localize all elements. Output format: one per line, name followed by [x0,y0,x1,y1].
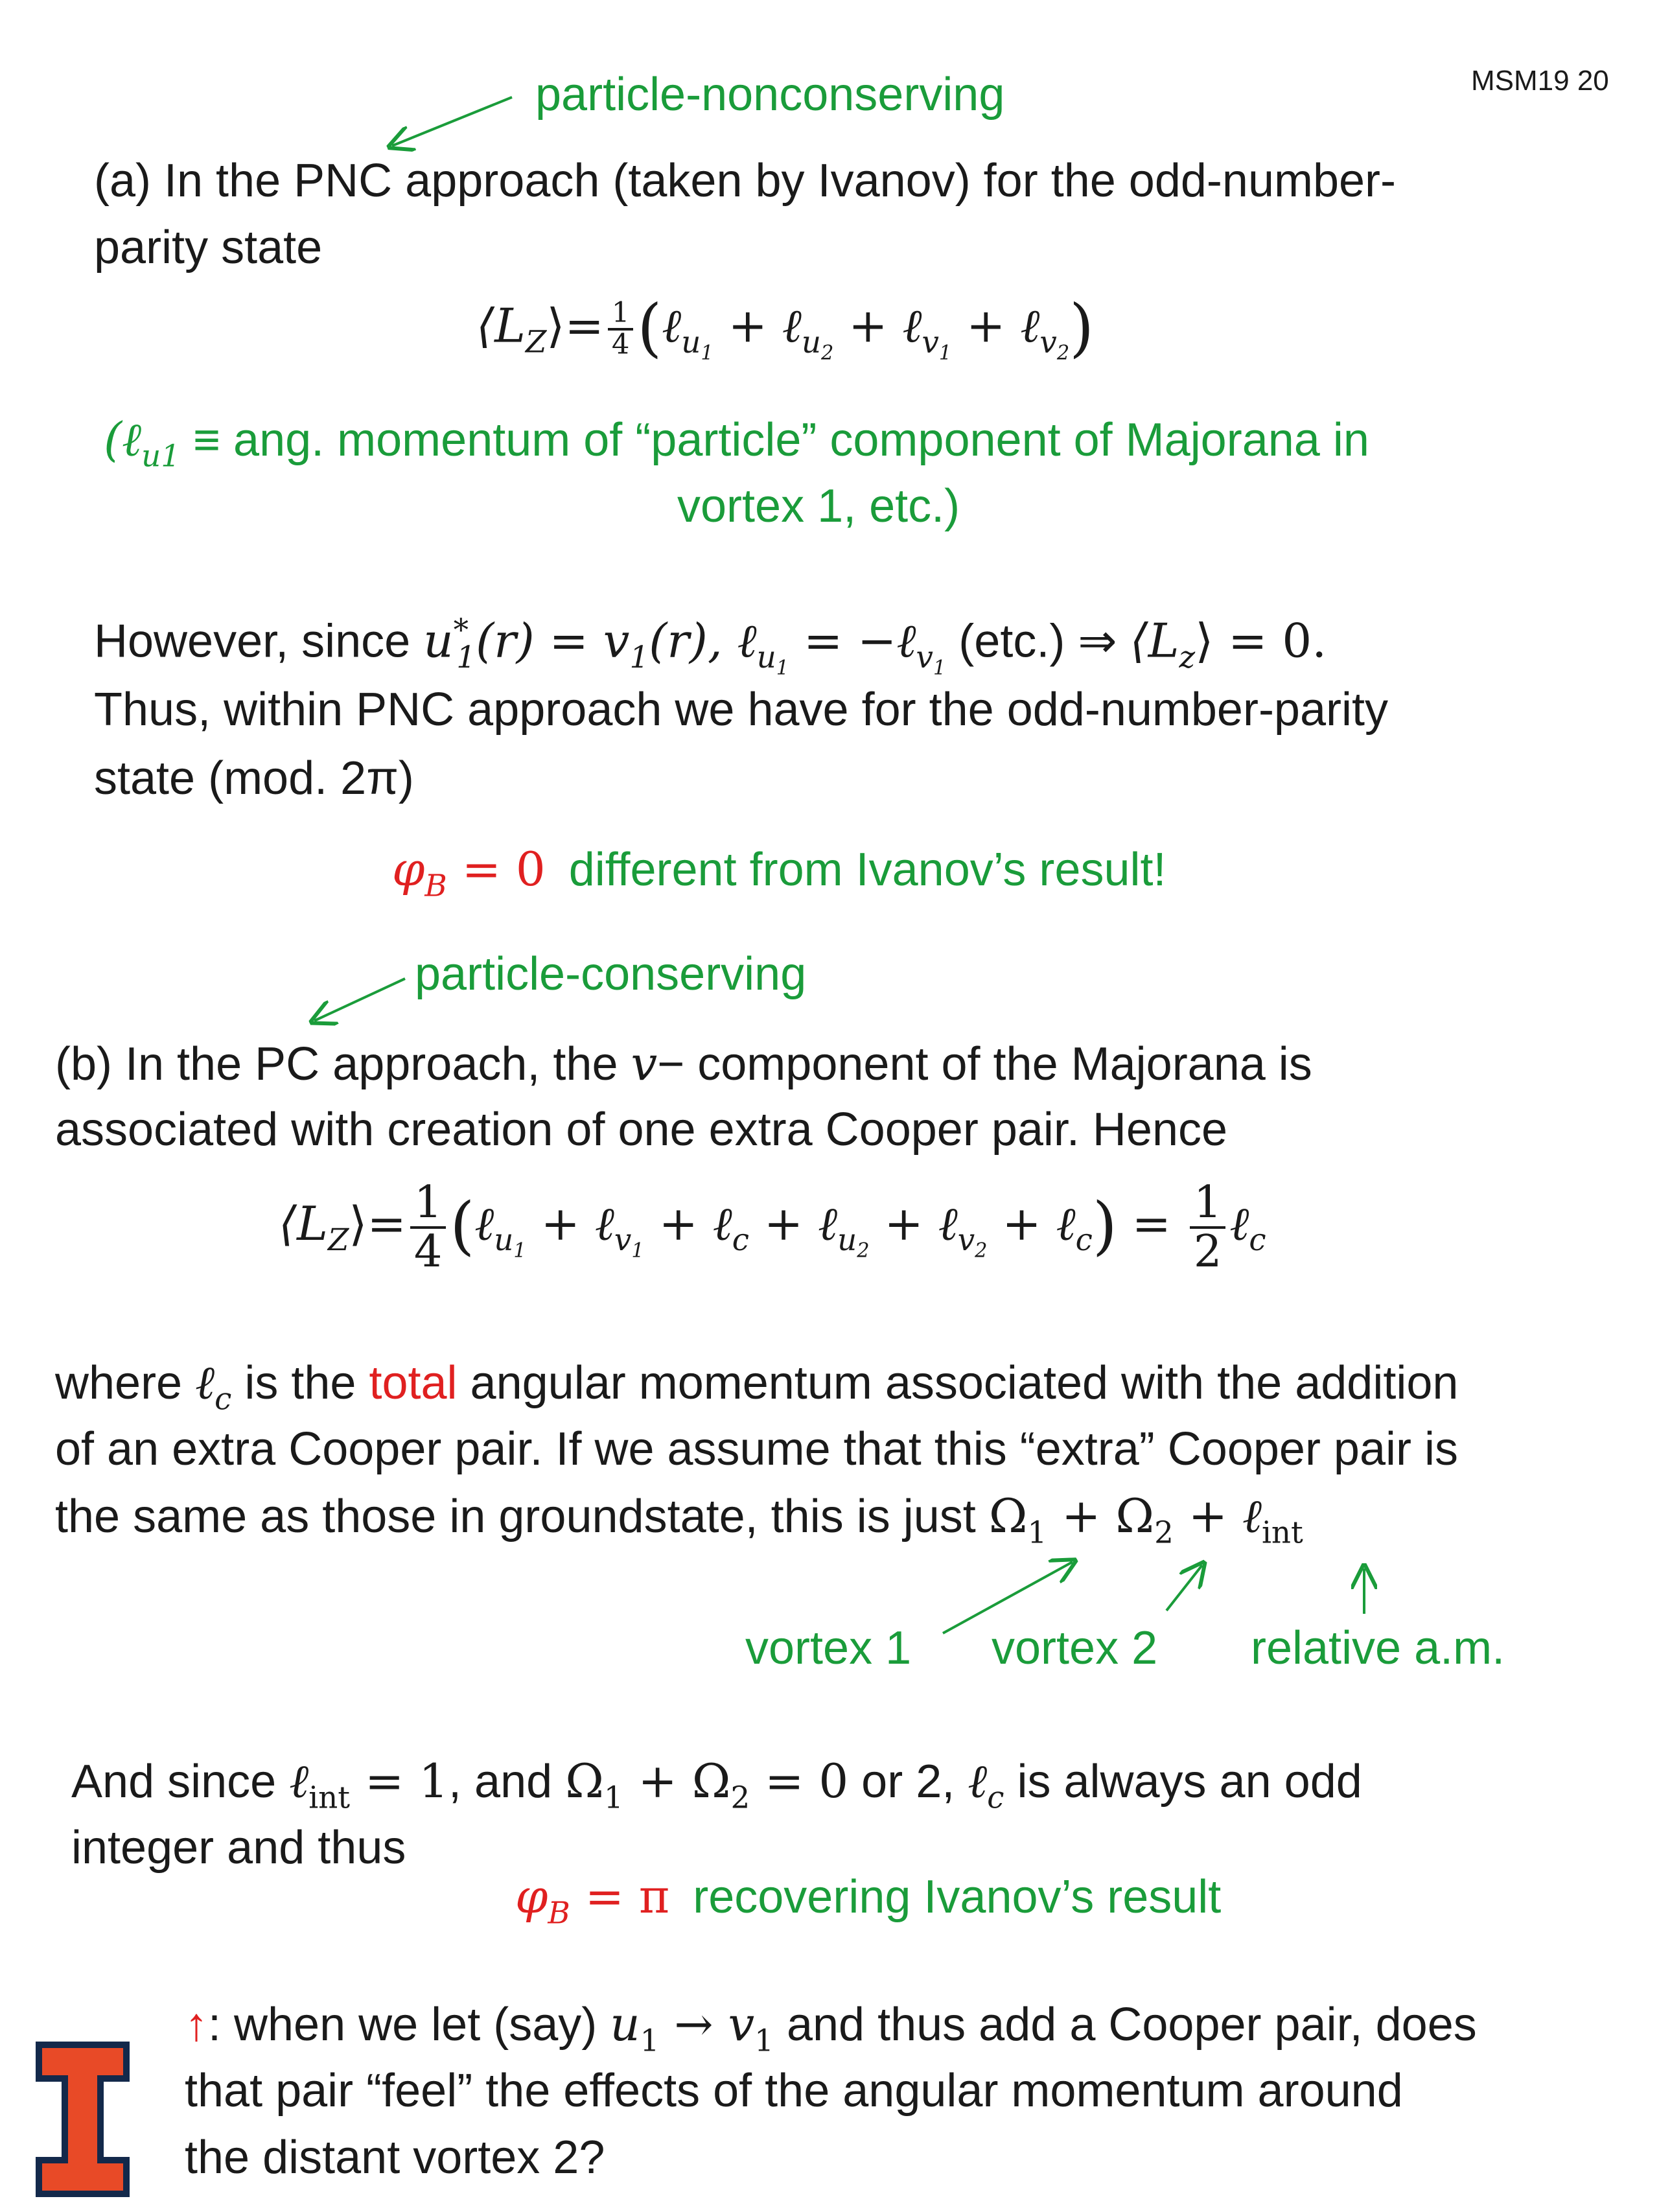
fraction-half: $\frac{1}{2}$ [1190,1180,1226,1275]
equation-a: $⟨L_Z⟩=$ $\frac{1}{4}$ (ℓ$_{u_1}$ + ℓ$_{u_2}$ + ℓ$_{v_1}$ + ℓ$_{v_2}$) [476,291,1095,365]
up-arrow-icon: ↑ [185,1999,208,2051]
section-a-line2: parity state [94,222,323,274]
footnote-line3: the distant vortex 2? [185,2132,605,2183]
however-line3: state (mod. 2π) [94,752,414,804]
equation-b: $⟨L_Z⟩=$ $\frac{1}{4}$ (ℓ$_{u_1}$ + ℓ$_{v_1}$ + ℓ$_c$ + ℓ$_{u_2}$ + ℓ$_{v_2}$ + ℓ$_c$) = $\frac{1}{2}$ ℓ$_c$ [279,1177,1266,1277]
label-vortex-1: vortex 1 [745,1622,912,1674]
footnote-line1: ↑: when we let (say) $u_1 \to v_1$ and thus add a Cooper pair, does [185,1997,1477,2059]
slide-id: MSM19 20 [1471,65,1609,97]
arrow-pc [314,979,405,1021]
label-vortex-2: vortex 2 [992,1622,1158,1674]
conclusion-line1: And since ℓ$_{int}$ = 1, and $\Omega_1 + \Omega_2 = 0$ or 2, ℓ$_c$ is always an odd [71,1754,1362,1816]
section-a-line1: (a) In the PNC approach (taken by Ivanov) for the odd-number- [94,155,1397,207]
result-a: $\varphi_B = 0$ different from Ivanov’s result! [392,842,1166,904]
fraction-quarter-a: $\frac{1}{4}$ [608,299,633,360]
fraction-quarter-b: $\frac{1}{4}$ [410,1180,447,1275]
illinois-logo [32,2038,133,2200]
annotation-particle-conserving: particle-conserving [415,948,807,1000]
label-relative-am: relative a.m. [1251,1622,1505,1674]
section-b-para-line2: of an extra Cooper pair. If we assume that this “extra” Cooper pair is [55,1423,1458,1475]
green-note-line1: (ℓ$_{u1}$ ≡ ang. momentum of “particle” component of Majorana in [104,412,1369,474]
section-b-line1: (b) In the PC approach, the v− component of the Majorana is [55,1036,1312,1091]
green-note-line2: vortex 1, etc.) [677,480,960,532]
arrow-pnc [392,97,512,146]
section-b-line2: associated with creation of one extra Cooper pair. Hence [55,1104,1228,1156]
however-line2: Thus, within PNC approach we have for the odd-number-parity [94,684,1388,736]
arrow-vortex1 [943,1562,1073,1633]
footnote-line2: that pair “feel” the effects of the angular momentum around [185,2065,1403,2117]
however-line1: However, since $u^*_1(r) = v_1(r)$, ℓ$_{u_1}$ = −ℓ$_{v_1}$ (etc.) ⇒ $⟨L_z⟩ = 0$. [94,613,1327,680]
section-b-para-line1: where ℓ$_c$ is the total angular momentum associated with the addition [55,1355,1459,1417]
arrow-vortex2 [1166,1565,1202,1611]
result-b: $\varphi_B = \pi$ recovering Ivanov’s result [515,1869,1222,1931]
conclusion-line2: integer and thus [71,1822,406,1874]
section-b-para-line3: the same as those in groundstate, this is just $\Omega_1 + \Omega_2$ + ℓ$_{int}$ [55,1489,1303,1551]
annotation-particle-nonconserving: particle-nonconserving [535,69,1005,121]
